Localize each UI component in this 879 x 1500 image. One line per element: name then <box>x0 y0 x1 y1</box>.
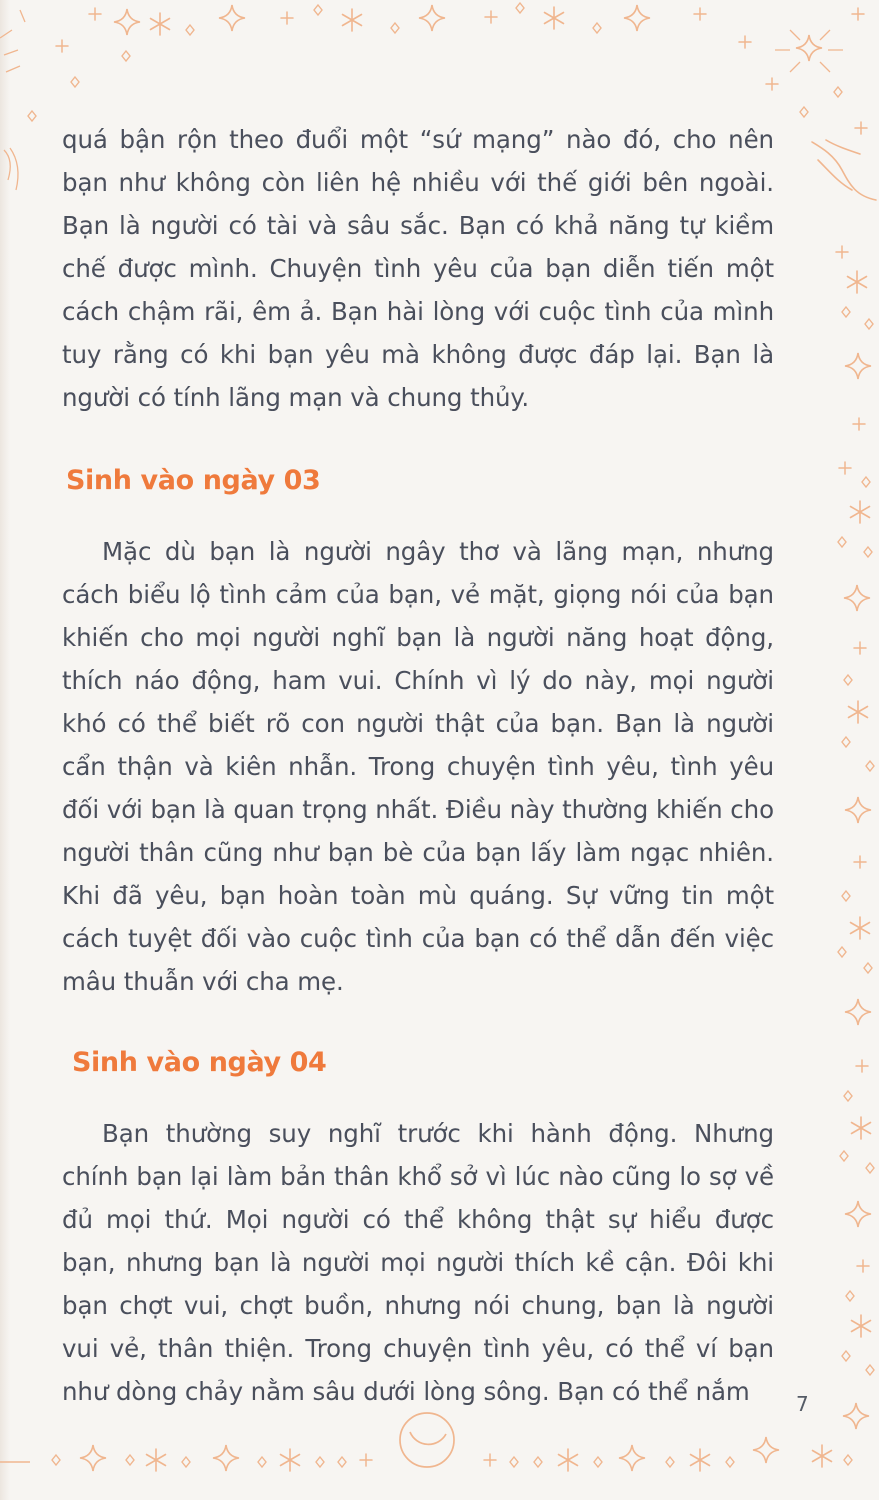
moon-icon <box>400 1413 454 1467</box>
page-edge <box>0 0 10 1500</box>
page-content <box>62 118 774 1413</box>
right-ornament-column <box>800 107 876 1429</box>
bottom-ornament-row <box>0 1413 852 1471</box>
section-heading-day-03: Sinh vào ngày 03 <box>66 465 321 496</box>
page-number: 7 <box>796 1392 809 1416</box>
hand-icon <box>812 140 876 200</box>
top-ornament-row <box>0 3 864 97</box>
section-body-day-04: Bạn thường suy nghĩ trước khi hành động. Nhưng chính bạn lại làm bản thân khổ sở vì lúc nào cũng lo sợ về đủ mọi thứ. Mọi người có thể không thật sự hiểu được bạn, nhưng bạn là người mọi người thích kề cận. Đôi khi bạn chợt vui, chợt buồn, nhưng nói chung, bạn là người vui vẻ, thân thiện. Trong chuyện tình yêu, có thể ví bạn như dòng chảy nằm sâu dưới lòng sông. Bạn có thể nắm <box>62 1119 774 1406</box>
section-body-day-03: Mặc dù bạn là người ngây thơ và lãng mạn, nhưng cách biểu lộ tình cảm của bạn, vẻ mặt, giọng nói của bạn khiến cho mọi người nghĩ bạn là người năng hoạt động, thích náo động, ham vui. Chính vì lý do này, mọi người khó có thể biết rõ con người thật của bạn. Bạn là người cẩn thận và kiên nhẫn. Trong chuyện tình yêu, tình yêu đối với bạn là quan trọng nhất. Điều này thường khiến cho người thân cũng như bạn bè của bạn lấy làm ngạc nhiên. Khi đã yêu, bạn hoàn toàn mù quáng. Sự vững tin một cách tuyệt đối vào cuộc tình của bạn có thể dẫn đến việc mâu thuẫn với cha mẹ. <box>62 537 774 996</box>
intro-paragraph: quá bận rộn theo đuổi một “sứ mạng” nào đó, cho nên bạn như không còn liên hệ nhiều với thế giới bên ngoài. Bạn là người có tài và sâu sắc. Bạn có khả năng tự kiềm chế được mình. Chuyện tình yêu của bạn diễn tiến một cách chậm rãi, êm ả. Bạn hài lòng với cuộc tình của mình tuy rằng có khi bạn yêu mà không được đáp lại. Bạn là người có tính lãng mạn và chung thủy. <box>62 125 774 412</box>
section-heading-day-04: Sinh vào ngày 04 <box>72 1047 327 1078</box>
